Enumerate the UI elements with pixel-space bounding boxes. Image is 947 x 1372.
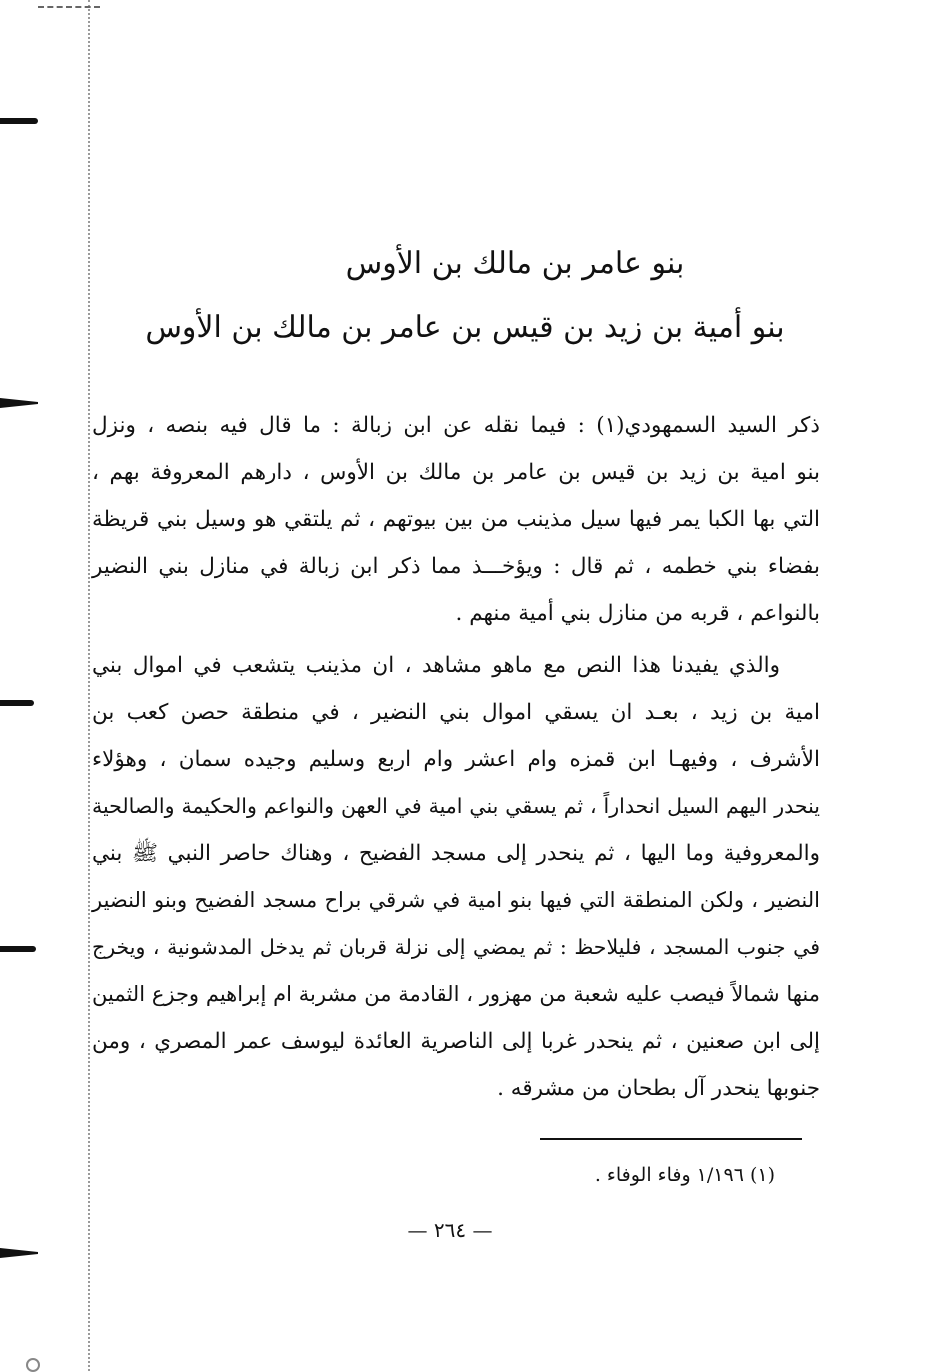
footnote: (١) ١/١٩٦ وفاء الوفاء . [594,1164,775,1186]
binding-dotted-line [88,0,90,1371]
text-line: ذكر السيد السمهودي(١) : فيما نقله عن ابن زبالة : ما قال فيه بنصه ، ونزل [92,413,820,438]
margin-edge-mark [0,700,34,706]
text-line: جنوبها ينحدر آل بطحان من مشرقه . [497,1076,820,1101]
text-line: منها شمالاً فيصب عليه شعبة من مهزور ، القادمة من مشربة ام إبراهيم وجزع الثمين [92,982,820,1006]
section-title: بنو عامر بن مالك بن الأوس [345,246,685,281]
paragraph-2 [92,642,820,1112]
corner-scan-mark [26,1358,40,1372]
text-line: النضير ، ولكن المنطقة التي فيها بنو امية في شرقي براح مسجد الفضيح وبنو النضير [92,888,820,912]
page-number: — ٢٦٤ — [407,1218,493,1242]
margin-edge-mark [0,946,36,952]
text-line: والمعروفية وما اليها ، ثم ينحدر إلى مسجد الفضيح ، وهناك حاصر النبي ﷺ بني [92,841,820,866]
footnote-divider [540,1138,802,1140]
text-line: الأشرف ، وفيهـا ابن قمزه وام اعشر وام اربع وسليم وجيده سمان ، وهؤلاء [92,747,820,772]
section-subtitle: بنو أمية بن زيد بن قيس بن عامر بن مالك بن الأوس [145,310,785,345]
text-line: امية بن زيد ، بعـد ان يسقي اموال بني النضير ، في منطقة حصن كعب بن [92,700,820,725]
text-line: بالنواعم ، قربه من منازل بني أمية منهم . [455,601,820,626]
margin-edge-mark [0,118,38,124]
margin-edge-mark [0,1248,38,1258]
text-line: والذي يفيدنا هذا النص مع ماهو مشاهد ، ان مذينب يتشعب في اموال بني [92,653,780,678]
margin-edge-mark [0,398,38,408]
paragraph-1 [92,402,820,637]
text-line: في جنوب المسجد ، فليلاحظ : ثم يمضي إلى نزلة قربان ثم يدخل المدشونية ، ويخرج [92,935,820,959]
text-line: ينحدر اليهم السيل انحداراً ، ثم يسقي بني امية في العهن والنواعم والحكيمة والصالحية [92,794,820,818]
text-line: بفضاء بني خطمه ، ثم قال : ويؤخـــذ مما ذكر ابن زبالة في منازل بني النضير [92,554,820,579]
text-line: إلى ابن صعنين ، ثم ينحدر غربا إلى الناصرية العائدة ليوسف عمر المصري ، ومن [92,1029,820,1054]
top-dashed-mark [38,6,100,8]
text-line: التي بها الكبا يمر فيها سيل مذينب من بين بيوتهم ، ثم يلتقي هو وسيل بني قريظة [92,507,820,532]
text-line: بنو امية بن زيد بن قيس بن عامر بن مالك بن الأوس ، دارهم المعروفة بهم ، [92,460,820,485]
